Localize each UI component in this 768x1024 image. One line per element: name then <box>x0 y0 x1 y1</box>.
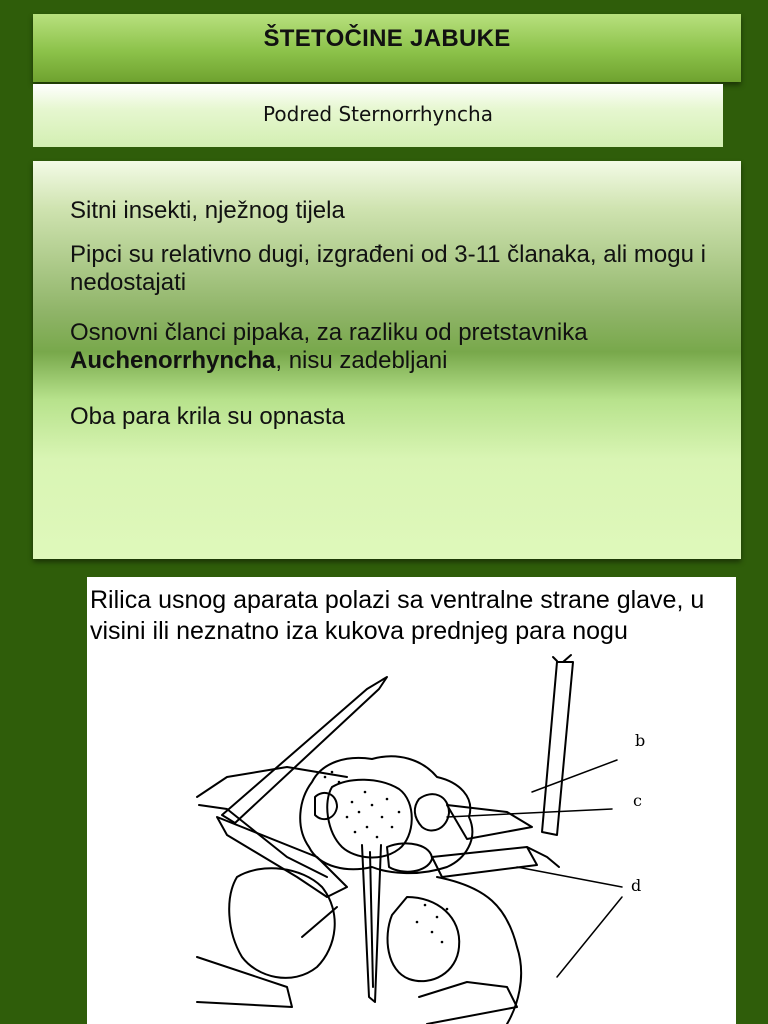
subtitle-bar <box>33 84 723 147</box>
slide-title: ŠTETOČINE JABUKE <box>263 25 511 52</box>
figure-panel <box>87 577 736 1024</box>
insect-mouthparts-diagram <box>87 577 736 1024</box>
bullet-item-2: Pipci su relativno dugi, izgrađeni od 3-11 članaka, ali mogu i nedostajati <box>70 241 706 296</box>
figure-caption: Rilica usnog aparata polazi sa ventralne strane glave, u visini ili neznatno iza kukova prednjeg para nogu <box>90 586 705 645</box>
right-femur <box>432 847 537 877</box>
label-d: d <box>631 876 642 895</box>
label-b: b <box>635 731 646 750</box>
right-antenna <box>542 662 573 835</box>
label-c: c <box>633 791 642 810</box>
title-bar <box>33 14 741 82</box>
content-box <box>33 161 741 559</box>
left-femur <box>217 817 347 897</box>
bullet-item-4: Oba para krila su opnasta <box>70 403 345 430</box>
bullet-item-3: Osnovni članci pipaka, za razliku od pretstavnika Auchenorrhyncha, nisu zadebljani <box>70 319 588 374</box>
left-antenna <box>222 677 387 823</box>
slide-subtitle: Podred Sternorrhyncha <box>263 102 493 126</box>
bullet-item-1: Sitni insekti, nježnog tijela <box>70 197 345 224</box>
